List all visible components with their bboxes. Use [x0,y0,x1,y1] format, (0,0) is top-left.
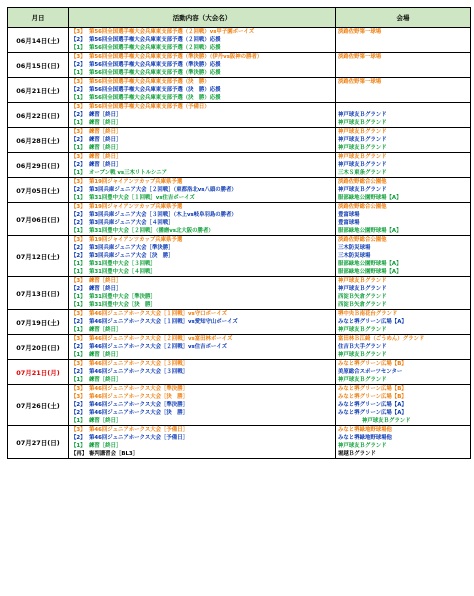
venue-line: 神戸球友Ｂグランド [362,418,411,424]
venue-line: 神戸球友Ｂグランド [338,443,387,449]
row-date: 07月06日(日) [8,203,69,236]
row-date: 07月21日(月) [8,360,69,385]
activity-line [71,260,335,268]
team-tag: 【2】 [71,402,86,408]
activity-line [71,136,335,144]
activity-text: 練習［終日］ [89,377,122,383]
venue-line: みなと堺グリーン広場【A】 [338,410,407,416]
activity-text: 第31回豊中大会［３回戦］ [89,261,156,267]
activity-text: 第3回兵庫ジュニア大会［準決勝］ [89,245,174,251]
activity-text: 練習［終日］ [89,418,122,424]
activity-line [71,28,335,36]
venue-line: 服部緑地公園野球場【A】 [338,269,402,275]
venue-line [338,69,470,77]
row-venues [336,128,471,153]
team-tag: 【3】 [71,79,86,85]
venue-line: 神戸球友Ｂグランド [338,377,387,383]
row-venues [336,153,471,178]
team-tag: 【2】 [71,87,86,93]
activity-line [71,318,335,326]
schedule-row [8,53,471,78]
venue-line: みなと堺グリーン広場【B】 [338,394,407,400]
activity-text: 第31回豊中大会［４回戦］ [89,269,156,275]
schedule-row [8,128,471,153]
activity-line [71,326,335,334]
venue-line [338,36,470,44]
activity-line [71,194,335,202]
schedule-row [8,103,471,128]
activity-line [71,426,335,434]
activity-text: 練習［終日］ [89,352,122,358]
schedule-row [8,277,471,310]
row-venues [336,28,471,53]
activity-text: 練習［終日］ [89,327,122,333]
venue-line: みなと堺グリーン広場【B】 [338,386,407,392]
venue-line: 三木Ｓ東条グランド [338,170,387,176]
row-date: 06月21日(土) [8,78,69,103]
team-tag: 【3】 [71,204,86,210]
venue-line [338,103,470,111]
activity-text: 第56回全国選手権大会兵庫東支部予選（２回戦）vs甲子園ボーイズ [89,29,255,35]
activity-line [71,69,335,77]
team-tag: 【2】 [71,253,86,259]
activity-text: 第19回ジャイアンツカップ兵庫県予選 [89,237,183,243]
activity-text: 第19回ジャイアンツカップ兵庫県予選 [89,179,183,185]
activity-text: 練習［終日］ [89,120,122,126]
schedule-row [8,385,471,426]
venue-line [338,86,470,94]
team-tag: 【1】 [71,45,86,51]
schedule-body [8,28,471,459]
team-tag: 【2】 [71,137,86,143]
activity-text: 第31回豊中大会［準決勝］ [89,294,156,300]
activity-line [71,376,335,384]
activity-line [71,401,335,409]
team-tag: 【1】 [71,377,86,383]
row-venues [336,203,471,236]
team-tag: 【3】 [71,104,86,110]
activity-line [71,119,335,127]
venue-line: 堀越Ｂグランド [338,451,376,457]
row-venues [336,236,471,277]
row-activities [69,236,336,277]
activity-line [71,244,335,252]
venue-line: 富田林Ｂ江綺（ごうめん）グランド [338,336,425,342]
team-tag: 【2】 [71,369,86,375]
venue-line: 神戸球友Ｂグランド [338,112,387,118]
venue-line [338,94,470,102]
team-tag: 【2】 [71,212,86,218]
team-tag: 【1】 [71,120,86,126]
activity-text: 第46回ジュニアホークス大会［決 勝］ [89,394,188,400]
row-activities [69,178,336,203]
team-tag: 【3】 [71,311,86,317]
venue-line: 服部緑地公園野球場【A】 [338,261,402,267]
team-tag: 【2】 [71,162,86,168]
activity-line [71,236,335,244]
team-tag: 【2】 [71,286,86,292]
venue-line: 神戸球友Ｂグランド [338,137,387,143]
activity-text: 第56回全国選手権大会兵庫東支部予選（２回戦）応援 [89,45,221,51]
row-activities [69,78,336,103]
team-tag: 【3】 [71,179,86,185]
activity-text: 第46回ジュニアホークス大会［決 勝］ [89,410,188,416]
activity-text: 第19回ジャイアンツカップ兵庫県予選 [89,204,183,210]
row-venues [336,360,471,385]
activity-text: 練習［終日］ [89,286,122,292]
team-tag: 【2】 [71,344,86,350]
venue-line: 西淀Ｂ矢倉グランド [338,294,387,300]
activity-text: 第46回ジュニアホークス大会［１回戦］vs守口ボーイズ [89,311,227,317]
activity-line [71,277,335,285]
row-date: 07月20日(日) [8,335,69,360]
activity-text: 第46回ジュニアホークス大会［予備日］ [89,435,188,441]
header-activity: 活動内容（大会名） [69,8,336,28]
activity-text: 練習［終日］ [89,112,122,118]
venue-line: 淡路佐野第一球場 [338,29,382,35]
venue-line: 淡路佐野第一球場 [338,79,382,85]
row-date: 06月15日(日) [8,53,69,78]
schedule-row [8,78,471,103]
venue-line: 三木防災球場 [338,245,371,251]
venue-line: 住吉Ｂ大手グランド [338,344,387,350]
activity-line [71,53,335,61]
activity-text: 第56回全国選手権大会兵庫東支部予選（決 勝）応援 [89,87,221,93]
activity-line [71,385,335,393]
activity-line [71,86,335,94]
schedule-row [8,203,471,236]
activity-text: 第46回ジュニアホークス大会［２回戦］vs住吉ボーイズ [89,344,227,350]
activity-text: 第56回全国選手権大会兵庫東支部予選（決 勝）応援 [89,95,221,101]
row-venues [336,335,471,360]
activity-line [71,285,335,293]
row-venues [336,426,471,459]
activity-text: 練習［終日］ [89,278,122,284]
team-tag: 【2】 [71,37,86,43]
activity-line [71,335,335,343]
team-tag: 【2】 [71,410,86,416]
venue-line: 淡路佐野第一球場 [338,54,382,60]
activity-text: 練習［終日］ [89,443,122,449]
team-tag: 【2】 [71,187,86,193]
activity-text: 第3回兵庫ジュニア大会［３回戦］（木上vs岐阜羽島の勝者） [89,212,237,218]
venue-line: みなと堺緑地野球場他 [338,427,392,433]
activity-text: 第46回ジュニアホークス大会［３回戦］ [89,361,188,367]
activity-line [71,310,335,318]
team-tag: 【1】 [71,95,86,101]
schedule-row [8,153,471,178]
team-tag: 【2】 [71,112,86,118]
venue-line: 西淀Ｂ矢倉グランド [338,302,387,308]
row-date: 07月19日(土) [8,310,69,335]
activity-text: 第3回兵庫ジュニア大会［２回戦］（東都洛北vs八頭の勝者） [89,187,237,193]
activity-line [71,442,335,450]
row-venues [336,103,471,128]
row-activities [69,53,336,78]
row-date: 07月26日(土) [8,385,69,426]
venue-line: 神戸球友Ｂグランド [338,120,387,126]
team-tag: 【2】 [71,62,86,68]
activity-line [71,211,335,219]
team-tag: 【3】 [71,154,86,160]
activity-text: 第56回全国選手権大会兵庫東支部予選（準決勝）（伊丹vs阪神の勝者） [89,54,263,60]
venue-line: 豊富球場 [338,212,360,218]
team-tag: 【1】 [71,228,86,234]
activity-line [71,186,335,194]
schedule-row [8,236,471,277]
activity-text: 練習［終日］ [89,137,122,143]
activity-line [71,144,335,152]
team-tag: 【3】 [71,427,86,433]
activity-text: 第46回ジュニアホークス大会［予備日］ [89,427,188,433]
team-tag: 【3】 [71,336,86,342]
row-activities [69,153,336,178]
venue-line: 三木防災球場 [338,253,371,259]
activity-line [71,203,335,211]
venue-line: 神戸球友Ｂグランド [338,286,387,292]
team-tag: 【3】 [71,361,86,367]
activity-line [71,227,335,235]
activity-text: 第56回全国選手権大会兵庫東支部予選（準決勝）応援 [89,70,221,76]
venue-line: 神戸球友Ｂグランド [338,145,387,151]
activity-line [71,393,335,401]
venue-line: みなと堺グリーン広場【A】 [338,402,407,408]
row-activities [69,128,336,153]
activity-text: 練習［終日］ [89,154,122,160]
row-date: 06月14日(土) [8,28,69,53]
activity-text: 第46回ジュニアホークス大会［１回戦］vs愛知守山ボーイズ [89,319,238,325]
row-date: 07月27日(日) [8,426,69,459]
activity-text: 第56回全国選手権大会兵庫東支部予選（決 勝） [89,79,210,85]
row-venues [336,277,471,310]
activity-text: 第3回兵庫ジュニア大会［４回戦］ [89,220,174,226]
schedule-table [7,7,471,459]
activity-text: 第3回兵庫ジュニア大会［決 勝］ [89,253,174,259]
row-venues [336,178,471,203]
team-tag: 【2】 [71,435,86,441]
team-tag: 【3】 [71,394,86,400]
row-venues [336,310,471,335]
activity-line [71,169,335,177]
activity-line [71,161,335,169]
row-activities [69,103,336,128]
row-activities [69,335,336,360]
venue-line: 神戸球友Ｂグランド [338,154,387,160]
venue-line: 豊富球場 [338,220,360,226]
header-venue: 会場 [336,8,471,28]
venue-line: 淡路佐野総合公園他 [338,237,387,243]
activity-line [71,252,335,260]
team-tag: 【3】 [71,54,86,60]
venue-line: 神戸球友Ｂグランド [338,187,387,193]
activity-text: 第56回全国選手権大会兵庫東支部予選（準決勝）応援 [89,62,221,68]
activity-line [71,351,335,359]
team-tag: 【2】 [71,245,86,251]
activity-line [71,78,335,86]
schedule-row [8,310,471,335]
activity-line [71,409,335,417]
venue-line: 服部緑地公園野球場【A】 [338,195,402,201]
activity-line [71,301,335,309]
venue-line: 神戸球友Ｂグランド [338,129,387,135]
activity-text: オープン戦 vs三木リトルシニア [89,170,168,176]
team-tag: 【2】 [71,319,86,325]
team-tag: 【3】 [71,129,86,135]
row-activities [69,28,336,53]
team-tag: 【1】 [71,145,86,151]
team-tag: 【1】 [71,302,86,308]
activity-line [71,153,335,161]
activity-text: 審判講習会［BL3］ [89,451,139,457]
activity-line [71,219,335,227]
header-date: 月日 [8,8,69,28]
schedule-row [8,178,471,203]
venue-line: 服部緑地公園野球場【A】 [338,228,402,234]
row-activities [69,360,336,385]
activity-line [71,178,335,186]
schedule-sheet [7,7,467,459]
activity-line [71,36,335,44]
row-date: 07月05日(土) [8,178,69,203]
activity-text: 第46回ジュニアホークス大会［準決勝］ [89,386,188,392]
activity-text: 練習［終日］ [89,162,122,168]
venue-line: 神戸球友Ｂグランド [338,352,387,358]
activity-line [71,417,335,425]
activity-text: 練習［終日］ [89,129,122,135]
row-activities [69,385,336,426]
schedule-row [8,28,471,53]
activity-text: 第56回全国選手権大会兵庫東支部予選（予備日） [89,104,210,110]
team-tag: 【1】 [71,269,86,275]
venue-line: 神戸球友Ｂグランド [338,327,387,333]
team-tag: 【1】 [71,195,86,201]
header-row [8,8,471,28]
venue-line: 淡路佐野総合公園他 [338,179,387,185]
row-date: 06月28日(土) [8,128,69,153]
row-date: 06月22日(日) [8,103,69,128]
schedule-row [8,426,471,459]
team-tag: 【3】 [71,278,86,284]
venue-line [338,44,470,52]
row-activities [69,310,336,335]
activity-text: 第46回ジュニアホークス大会［３回戦］ [89,369,188,375]
activity-line [71,360,335,368]
team-tag: 【1】 [71,294,86,300]
activity-line [71,343,335,351]
activity-text: 練習［終日］ [89,145,122,151]
team-tag: 【1】 [71,261,86,267]
activity-line [71,368,335,376]
activity-line [71,103,335,111]
row-venues [336,53,471,78]
venue-line [338,61,470,69]
team-tag: 【1】 [71,70,86,76]
team-tag: 【1】 [71,327,86,333]
team-tag: 【3】 [71,29,86,35]
row-activities [69,203,336,236]
venue-line: みなと堺グリーン広場【A】 [338,319,407,325]
team-tag: 【1】 [71,418,86,424]
activity-text: 第31回豊中大会［２回戦］（播磨vs北大阪の勝者） [89,228,214,234]
team-tag: 【1】 [71,352,86,358]
venue-line: 美原総合スポーツセンター [338,369,403,375]
activity-line [71,450,335,458]
venue-line: 淡路佐野総合公園他 [338,204,387,210]
activity-text: 第31回豊中大会［決 勝］ [89,302,156,308]
team-tag: 【1】 [71,170,86,176]
venue-line: 神戸球友Ｂグランド [338,162,387,168]
row-venues [336,385,471,426]
row-activities [69,277,336,310]
row-venues [336,78,471,103]
venue-line: みなと堺緑地野球場他 [338,435,392,441]
activity-line [71,44,335,52]
activity-line [71,293,335,301]
row-date: 07月12日(土) [8,236,69,277]
activity-text: 第31回豊中大会［１回戦］vs住吉ボーイズ [89,195,195,201]
team-tag: 【3】 [71,237,86,243]
row-date: 07月13日(日) [8,277,69,310]
schedule-row [8,335,471,360]
team-tag: 【1】 [71,443,86,449]
activity-text: 第56回全国選手権大会兵庫東支部予選（２回戦）応援 [89,37,221,43]
venue-line: 堺中央Ｂ南花台グランド [338,311,398,317]
activity-text: 第46回ジュニアホークス大会［２回戦］vs富田林ボーイズ [89,336,233,342]
team-tag: 【再】 [71,451,88,457]
team-tag: 【2】 [71,220,86,226]
row-activities [69,426,336,459]
activity-line [71,434,335,442]
activity-line [71,128,335,136]
schedule-row [8,360,471,385]
team-tag: 【3】 [71,386,86,392]
venue-line: 神戸球友Ｂグランド [338,278,387,284]
venue-line: みなと堺グリーン広場【B】 [338,361,407,367]
activity-line [71,111,335,119]
activity-line [71,94,335,102]
activity-line [71,268,335,276]
activity-line [71,61,335,69]
activity-text: 第46回ジュニアホークス大会［準決勝］ [89,402,188,408]
row-date: 06月29日(日) [8,153,69,178]
